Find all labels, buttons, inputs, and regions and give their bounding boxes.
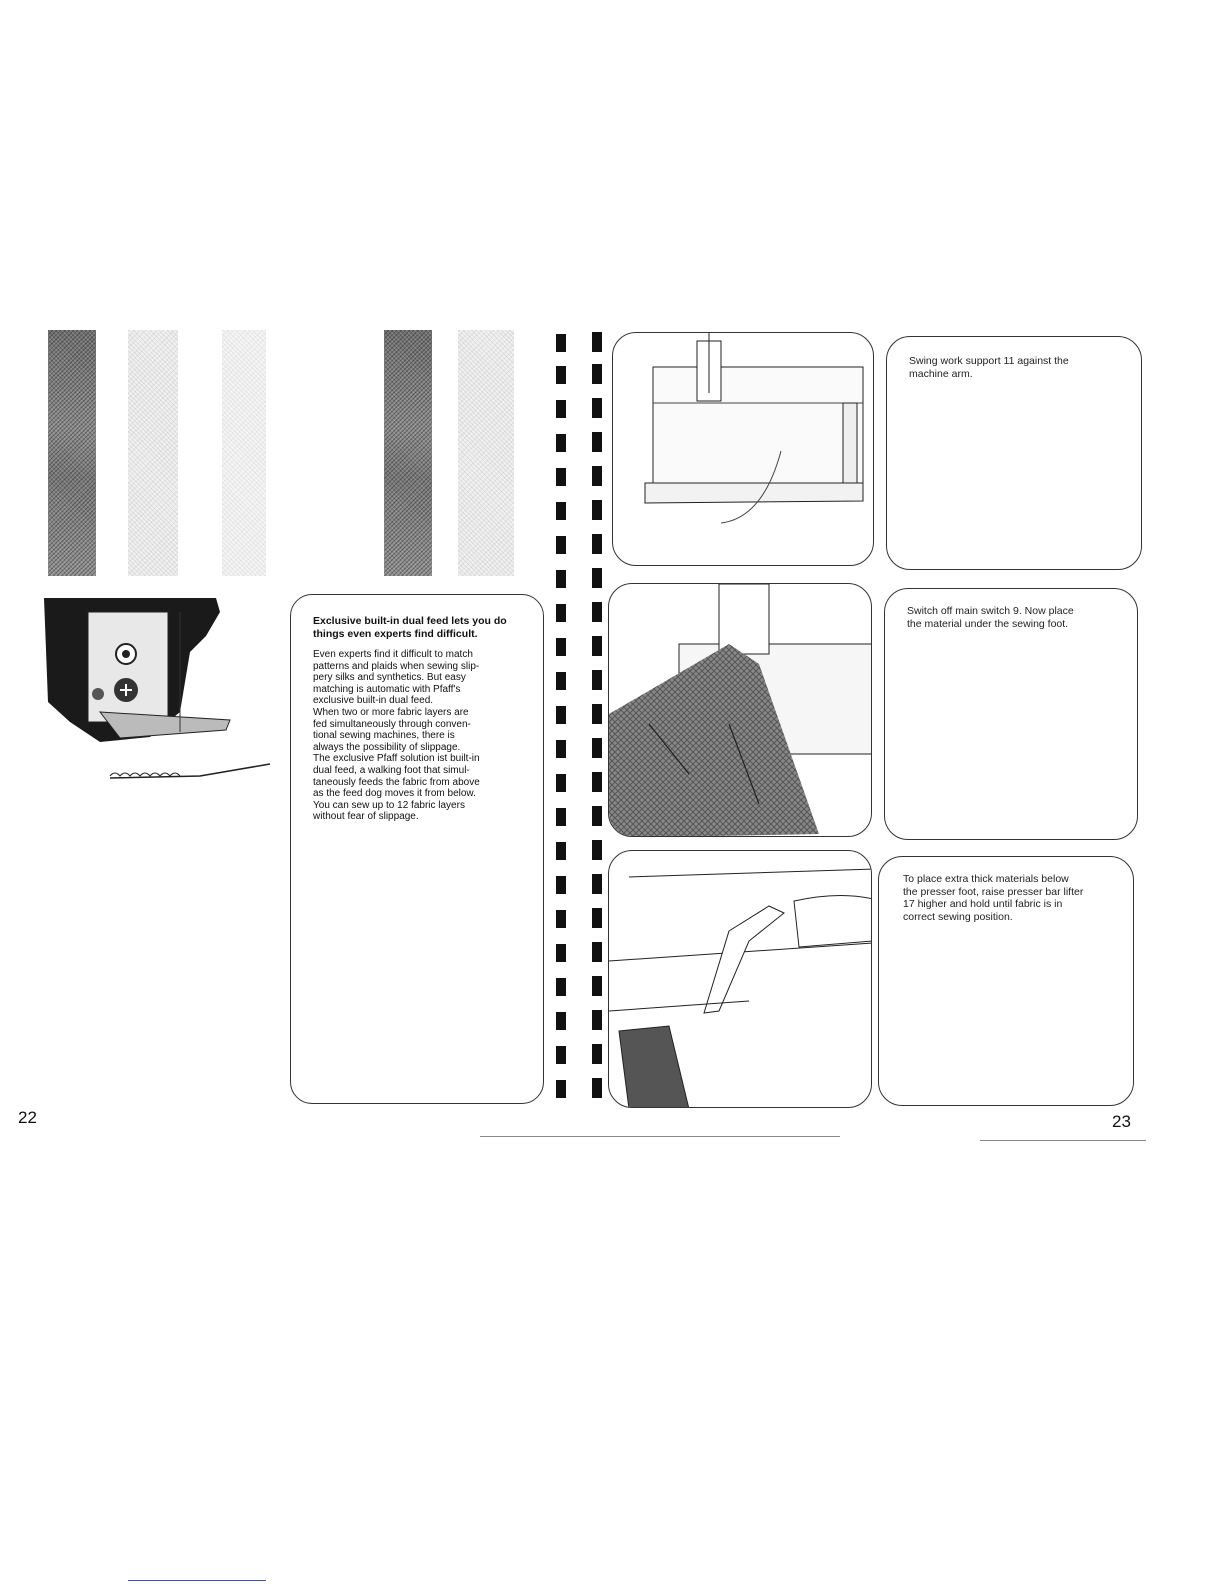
step-2-illustration bbox=[608, 583, 872, 837]
page-number-right: 23 bbox=[1112, 1112, 1131, 1131]
step-1-caption-box bbox=[886, 336, 1142, 570]
feature-text-box bbox=[290, 594, 544, 1104]
step-1-illustration bbox=[612, 332, 874, 566]
fabric-swatch-dark-1 bbox=[48, 330, 96, 576]
step-1-caption: Swing work support 11 against the machine arm. bbox=[909, 355, 1069, 380]
scan-edge-line bbox=[480, 1136, 840, 1137]
step-3-illustration bbox=[608, 850, 872, 1108]
page-number-left: 22 bbox=[18, 1108, 37, 1127]
step-2-caption-box bbox=[884, 588, 1138, 840]
step-3-caption-box bbox=[878, 856, 1134, 1106]
scan-edge-line-right bbox=[980, 1140, 1146, 1141]
step-2-caption: Switch off main switch 9. Now place the material under the sewing foot. bbox=[907, 605, 1074, 630]
fabric-swatch-light-3 bbox=[458, 330, 514, 576]
fabric-swatch-light-2 bbox=[222, 330, 266, 576]
fabric-swatch-light-1 bbox=[128, 330, 178, 576]
fabric-swatch-dark-2 bbox=[384, 330, 432, 576]
feature-title: Exclusive built-in dual feed lets you do things even experts find difficult. bbox=[313, 615, 507, 640]
presser-foot-illustration bbox=[30, 592, 275, 792]
spiral-binding bbox=[552, 330, 612, 1120]
feature-body: Even experts find it difficult to match patterns and plaids when sewing slip- pery silks and synthetics. But easy matching is automatic with Pfaff's exclusive built-in dual feed. When two or more fabric layers are fed simultaneously through conven- tional sewing machines, there is always the possibility of slippage. The exclusive Pfaff solution ist built-in dual feed, a walking foot that simul- taneously feeds the fabric from above as the feed dog moves it from below. You can sew up to 12 fabric layers without fear of slippage. bbox=[313, 649, 480, 823]
step-3-caption: To place extra thick materials below the presser foot, raise presser bar lifter 17 higher and hold until fabric is in correct sewing position. bbox=[903, 873, 1084, 923]
scan-edge-line-bottom bbox=[128, 1580, 266, 1581]
